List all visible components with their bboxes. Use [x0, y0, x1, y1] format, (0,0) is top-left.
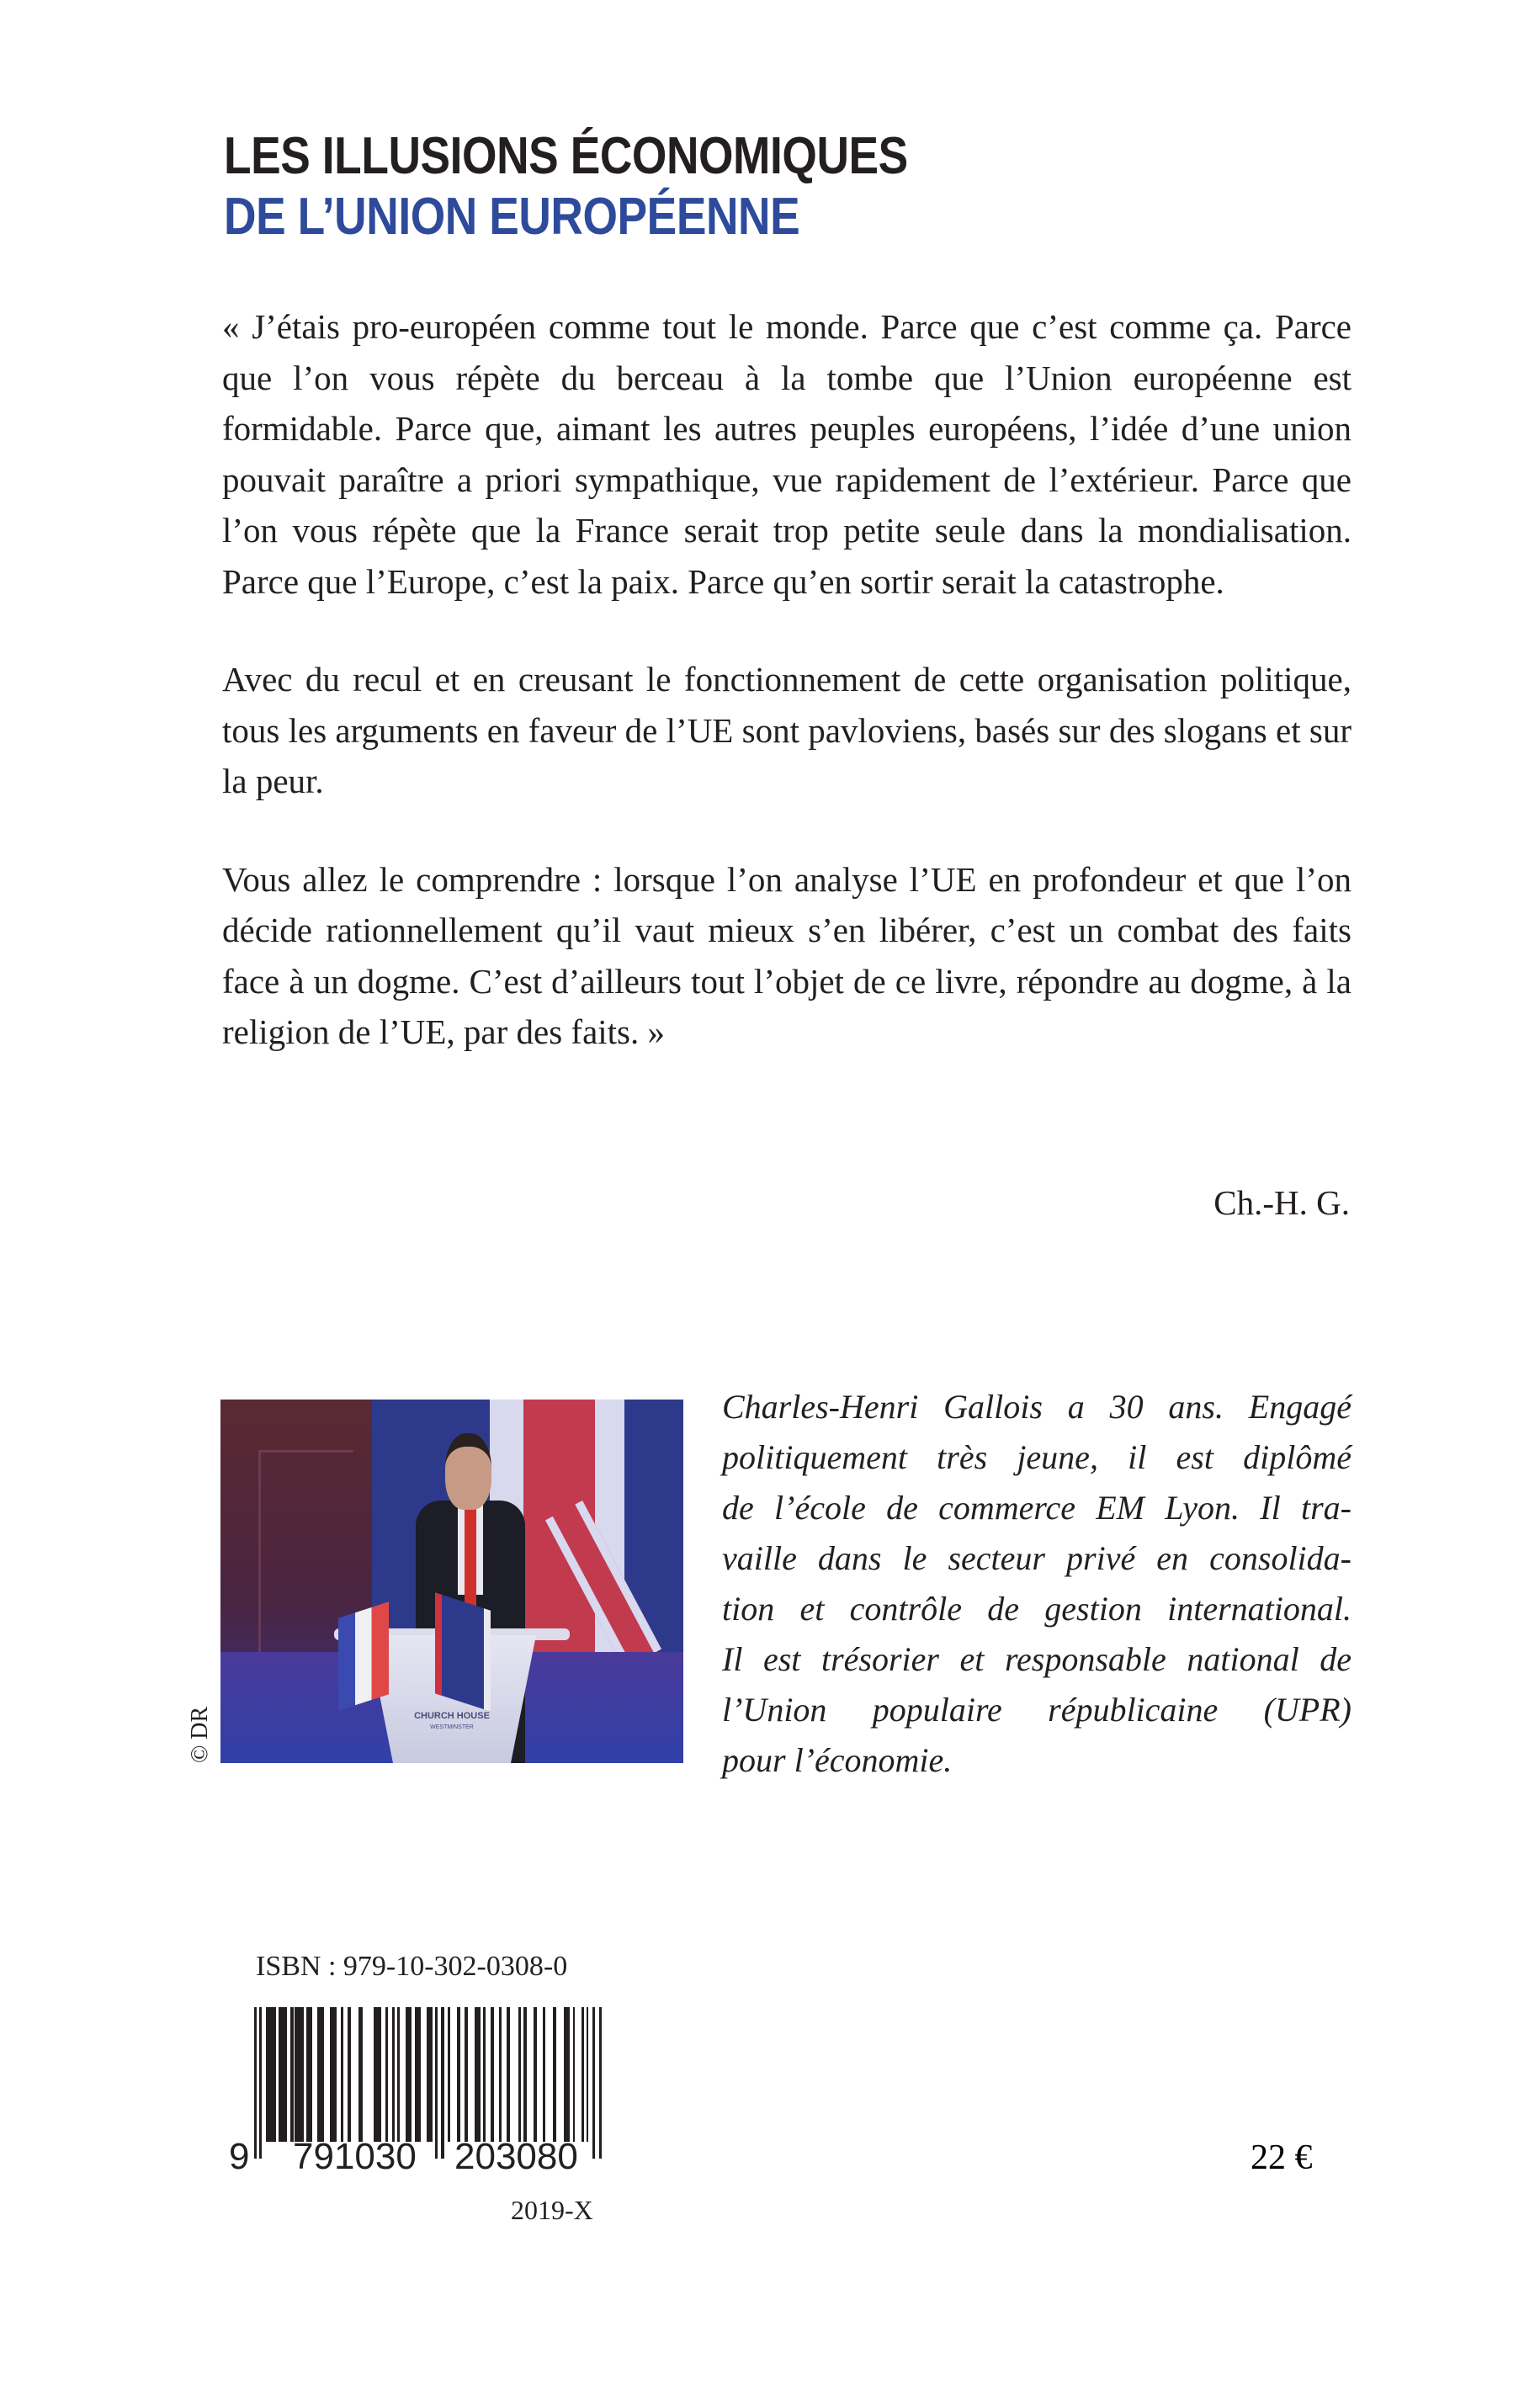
- bio-line: Charles-Henri Gallois a 30 ans. Engagé: [722, 1388, 1351, 1426]
- barcode-bar: [448, 2007, 450, 2142]
- barcode-bar: [306, 2007, 312, 2142]
- author-bio: [722, 1382, 1351, 1786]
- barcode-bar: [341, 2007, 343, 2142]
- barcode-bar: [573, 2007, 575, 2142]
- barcode-bar: [358, 2007, 363, 2142]
- bio-line: politiquement très jeune, il est diplômé: [722, 1438, 1351, 1476]
- lectern-label: CHURCH HOUSE WESTMINSTER: [414, 1711, 490, 1730]
- uk-flag-icon: [435, 1592, 491, 1711]
- barcode-bar: [435, 2007, 438, 2159]
- barcode-bar: [553, 2007, 556, 2142]
- title-line-2: DE L’UNION EUROPÉENNE: [224, 188, 800, 246]
- barcode-bar: [599, 2007, 602, 2159]
- barcode-bar: [564, 2007, 570, 2142]
- barcode-bar: [543, 2007, 545, 2142]
- french-flag-icon: [338, 1602, 389, 1710]
- barcode-bar: [475, 2007, 481, 2142]
- bio-line: l’Union populaire républicaine (UPR): [722, 1691, 1351, 1729]
- barcode-bar: [465, 2007, 468, 2142]
- barcode-bar: [330, 2007, 337, 2142]
- barcode-lead-digit: 9: [229, 2136, 250, 2177]
- barcode-bar: [295, 2007, 304, 2142]
- bio-line: pour l’économie.: [722, 1741, 953, 1779]
- barcode-bar: [483, 2007, 486, 2142]
- barcode-bar: [279, 2007, 287, 2142]
- quote-signature: Ch.-H. G.: [1213, 1183, 1350, 1222]
- title-line-1: LES ILLUSIONS ÉCONOMIQUES: [224, 127, 908, 185]
- back-cover-quote: [222, 301, 1351, 1105]
- barcode-bar: [254, 2007, 257, 2159]
- bio-line: Il est trésorier et responsable national de: [722, 1640, 1351, 1678]
- barcode-bar: [587, 2007, 588, 2142]
- bio-line: tion et contrôle de gestion international.: [722, 1590, 1351, 1628]
- barcode-bar: [518, 2007, 521, 2142]
- barcode-bar: [290, 2007, 294, 2142]
- barcode-bar: [523, 2007, 527, 2142]
- price-label: 22 €: [1251, 2138, 1313, 2177]
- barcode-left-digits: 791030: [293, 2136, 417, 2177]
- barcode-bar: [534, 2007, 537, 2142]
- barcode-bar: [348, 2007, 351, 2142]
- edition-code: 2019-X: [511, 2195, 593, 2225]
- barcode-right-digits: 203080: [454, 2136, 578, 2177]
- barcode-bar: [415, 2007, 421, 2142]
- isbn-label: ISBN : 979-10-302-0308-0: [256, 1951, 568, 1982]
- bio-line: de l’école de commerce EM Lyon. Il tra-: [722, 1489, 1351, 1527]
- barcode-bar: [491, 2007, 494, 2142]
- author-photo: [220, 1400, 683, 1763]
- barcode-bar: [392, 2007, 395, 2142]
- barcode-bar: [499, 2007, 502, 2142]
- book-title: [224, 126, 908, 247]
- barcode-bar: [592, 2007, 595, 2159]
- barcode-bar: [441, 2007, 444, 2159]
- barcode-bar: [397, 2007, 400, 2142]
- barcode-bar: [374, 2007, 381, 2142]
- bio-line: vaille dans le secteur privé en consolida-: [722, 1539, 1351, 1577]
- quote-paragraph-3: Vous allez le comprendre : lorsque l’on analyse l’UE en profondeur et que l’on décide rationnellement qu’il vaut mieux s’en libérer, c’est un combat des faits face à un dogme. C’est d’ailleurs tout l’objet de ce livre, répondre au dogme, à la religion de l’UE, par des faits. »: [222, 859, 1351, 1051]
- quote-paragraph-1: « J’étais pro-européen comme tout le monde. Parce que c’est comme ça. Parce que l’on vous répète du berceau à la tombe que l’Union européenne est formidable. Parce que, aimant les autres peuples européens, l’idée d’une union pouvait paraître a priori sympathique, vue rapidement de l’extérieur. Parce que l’on vous répète que la France serait trop petite seule dans la mondialisation. Parce que l’Europe, c’est la paix. Parce qu’en sortir serait la catastrophe.: [222, 307, 1351, 601]
- barcode-bar: [317, 2007, 324, 2142]
- barcode-bar: [581, 2007, 584, 2142]
- barcode-bar: [507, 2007, 510, 2142]
- barcode-bar: [266, 2007, 276, 2142]
- barcode-bar: [259, 2007, 262, 2159]
- barcode-bar: [427, 2007, 433, 2142]
- barcode-bar: [406, 2007, 412, 2142]
- quote-paragraph-2: Avec du recul et en creusant le fonctionnement de cette organisation politique, tous les arguments en faveur de l’UE sont pavloviens, basés sur des slogans et sur la peur.: [222, 660, 1351, 800]
- barcode-bar: [457, 2007, 460, 2142]
- photo-credit: © DR: [187, 1706, 213, 1763]
- barcode-bar: [385, 2007, 388, 2142]
